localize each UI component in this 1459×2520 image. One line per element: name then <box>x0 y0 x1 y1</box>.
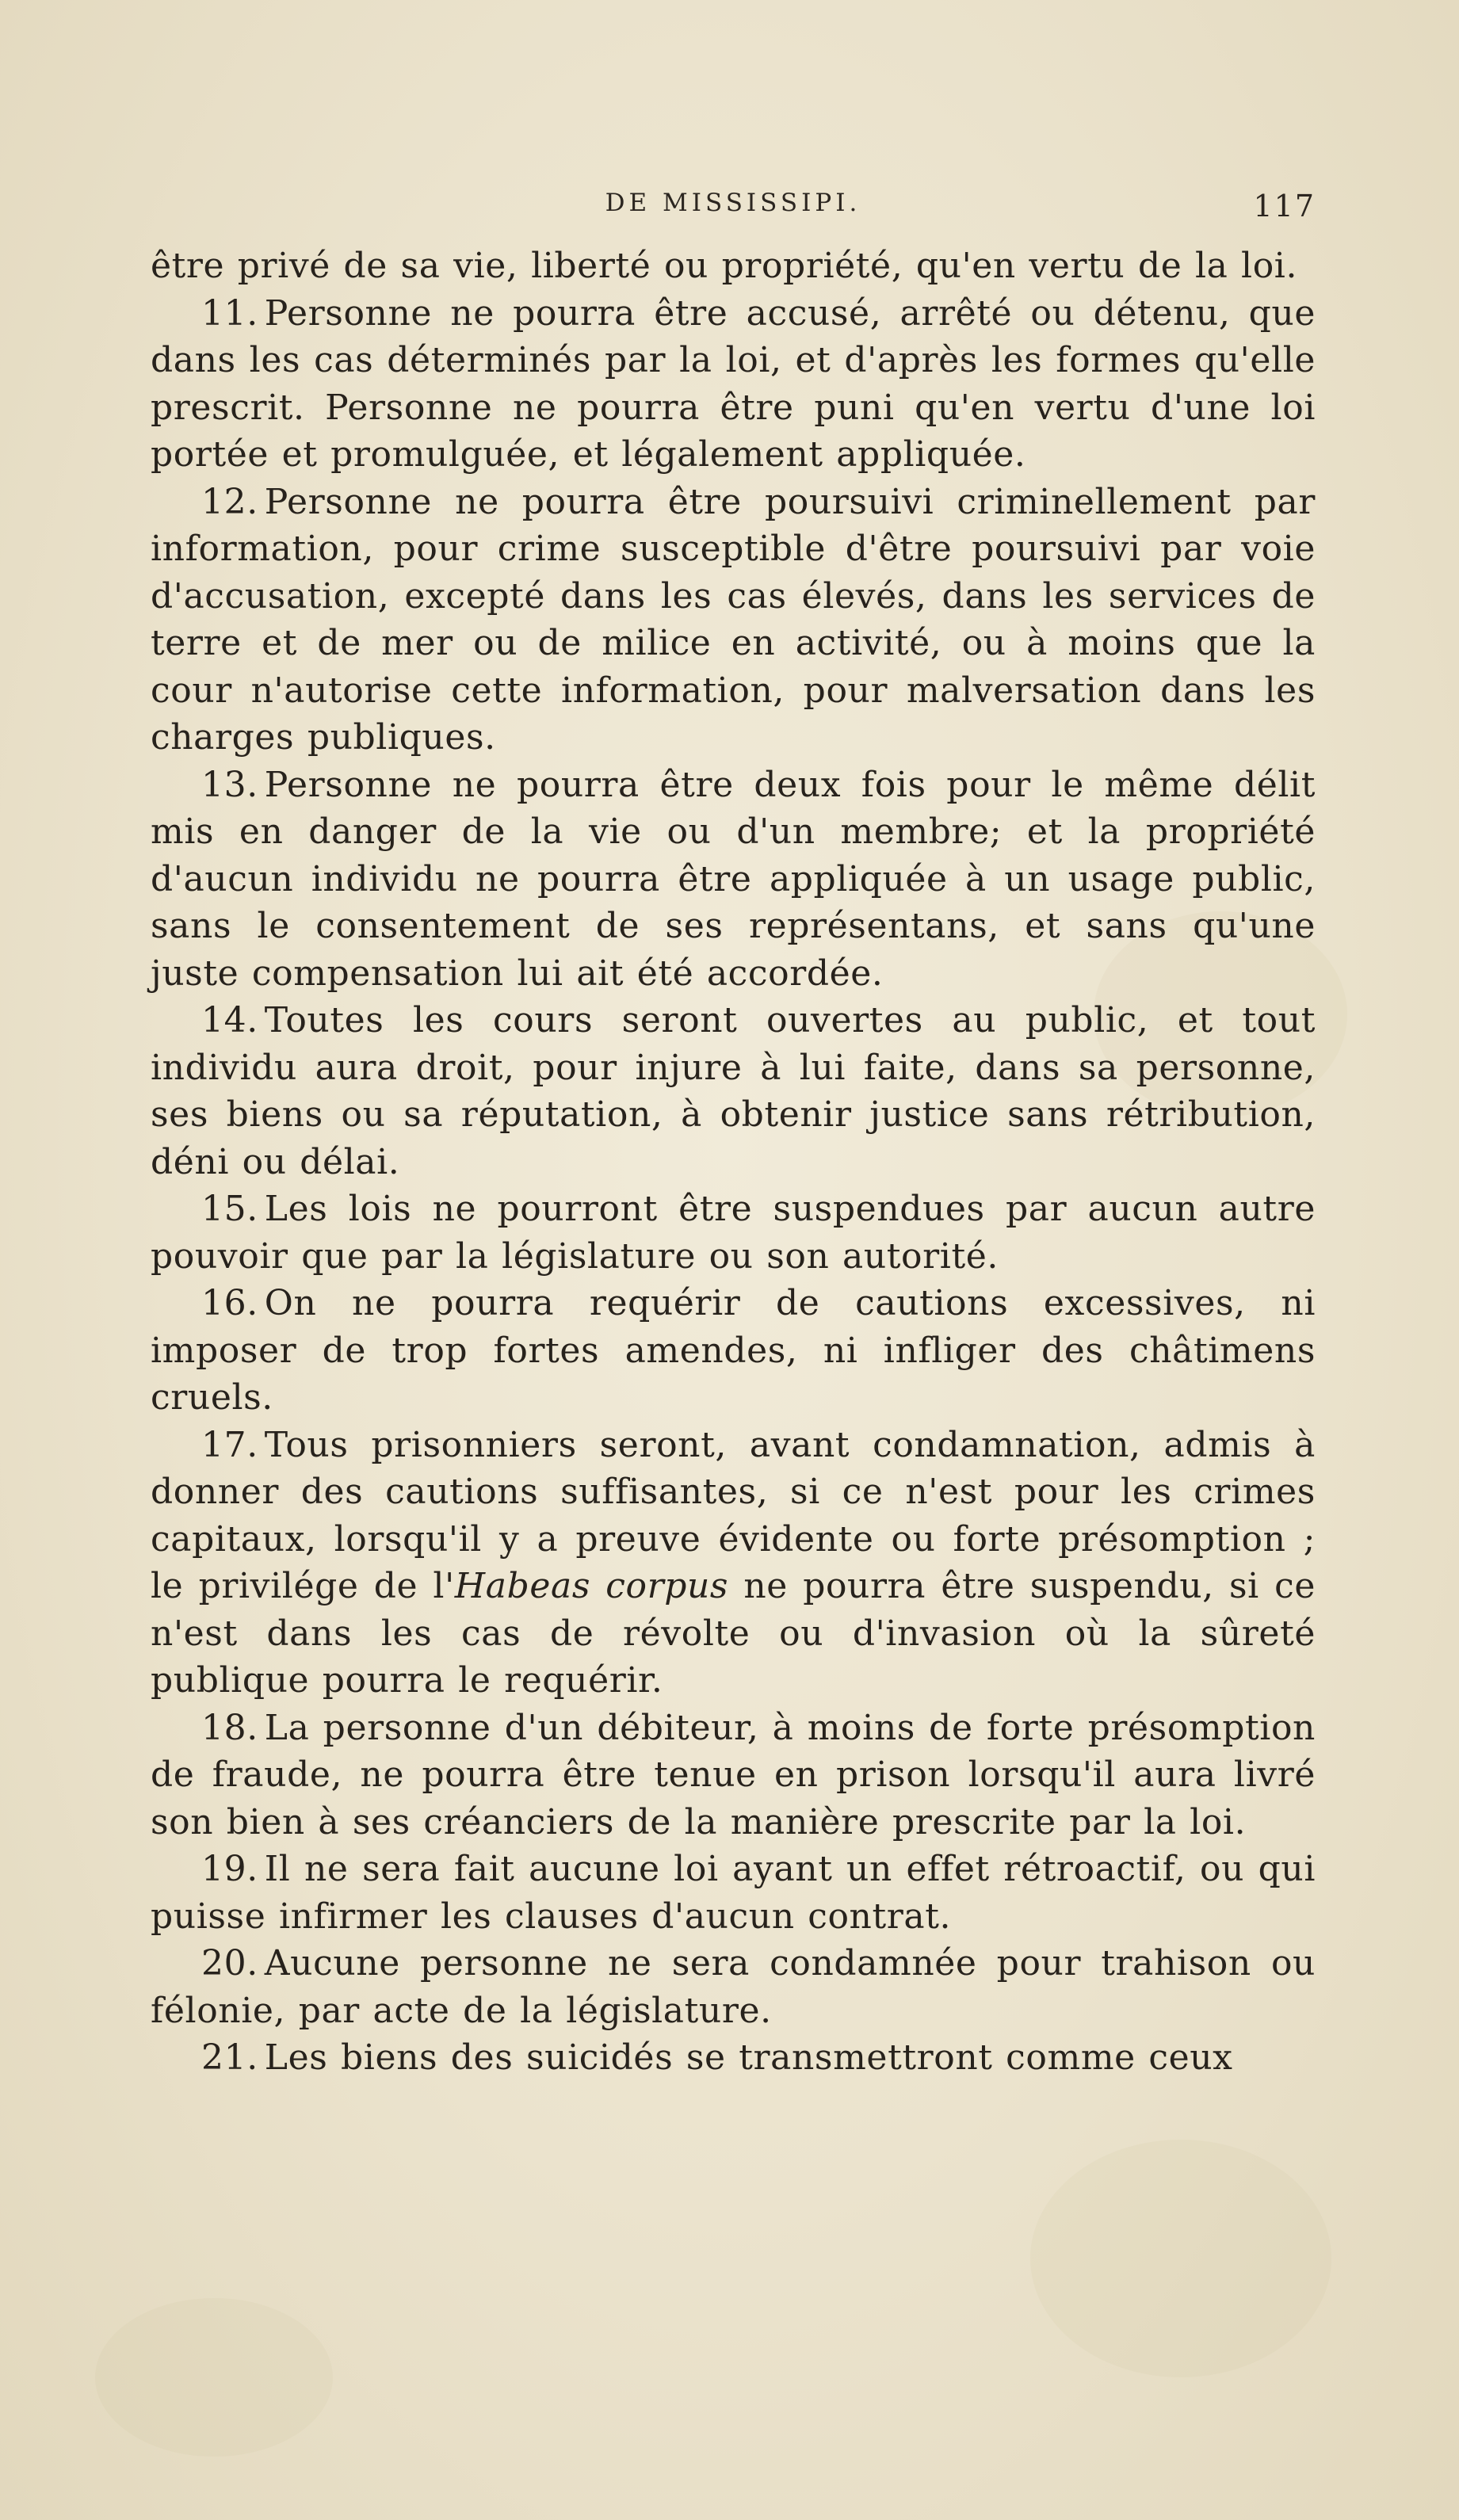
article-number: 12. <box>201 481 258 522</box>
article-20 <box>151 1940 1316 2034</box>
paper-stain <box>1030 2140 1331 2377</box>
article-text: Toutes les cours seront ouvertes au public, et tout individu aura droit, pour injure à lui faite, dans sa personne, ses biens ou sa réputation, à obtenir justice sans rétribution, déni ou délai. <box>151 1000 1316 1182</box>
page-number: 117 <box>1253 189 1316 223</box>
article-text: Les biens des suicidés se transmettront comme ceux <box>264 2037 1233 2078</box>
article-text: La personne d'un débiteur, à moins de forte présomption de fraude, ne pourra être tenue en prison lorsqu'il aura livré son bien à ses créanciers de la manière prescrite par la loi. <box>151 1707 1316 1842</box>
article-number: 18. <box>201 1707 258 1748</box>
body-text <box>151 242 1316 2082</box>
article-17 <box>151 1422 1316 1705</box>
article-12 <box>151 479 1316 762</box>
article-text: On ne pourra requérir de cautions excessives, ni imposer de trop fortes amendes, ni infliger des châtimens cruels. <box>151 1283 1316 1418</box>
article-number: 17. <box>201 1424 258 1465</box>
article-text-after: ne pourra être suspendu, si ce n'est dans les cas de révolte ou d'invasion où la sûreté publique pourra le requérir. <box>151 1566 1316 1701</box>
running-head <box>151 189 1316 236</box>
article-number: 11. <box>201 292 258 334</box>
opening-line: être privé de sa vie, liberté ou propriété, qu'en vertu de la loi. <box>151 246 1298 286</box>
article-text: Aucune personne ne sera condamnée pour trahison ou félonie, par acte de la législature. <box>151 1943 1316 2031</box>
article-number: 14. <box>201 1000 258 1040</box>
paper-stain <box>95 2298 333 2457</box>
article-19 <box>151 1846 1316 1940</box>
article-21 <box>151 2034 1316 2082</box>
article-18 <box>151 1705 1316 1846</box>
article-number: 16. <box>201 1283 258 1323</box>
article-text: Personne ne pourra être accusé, arrêté ou détenu, que dans les cas déterminés par la loi, et d'après les formes qu'elle prescrit. Personne ne pourra être puni qu'en vertu d'une loi portée et promulguée, et légalement appliquée. <box>151 292 1316 475</box>
article-text-before: Tous prisonniers seront, avant condamnation, admis à donner des cautions suffisantes, si ce n'est pour les crimes capitaux, lorsqu'il y a preuve évidente ou forte présomption ; le privilége de l' <box>151 1424 1316 1606</box>
article-text: Il ne sera fait aucune loi ayant un effet rétroactif, ou qui puisse infirmer les clauses d'aucun contrat. <box>151 1849 1316 1937</box>
article-14 <box>151 997 1316 1186</box>
article-13 <box>151 762 1316 998</box>
article-text: Personne ne pourra être deux fois pour le même délit mis en danger de la vie ou d'un membre; et la propriété d'aucun individu ne pourra être appliquée à un usage public, sans le consentement de ses représentans, et sans qu'une juste compensation lui ait été accordée. <box>151 764 1316 994</box>
article-number: 21. <box>201 2037 258 2078</box>
article-text: Personne ne pourra être poursuivi criminellement par information, pour crime susceptible d'être poursuivi par voie d'accusation, excepté dans les cas élevés, dans les services de terre et de mer ou de milice en activité, ou à moins que la cour n'autorise cette information, pour malversation dans les charges publiques. <box>151 481 1316 758</box>
article-16 <box>151 1280 1316 1422</box>
article-11 <box>151 290 1316 479</box>
article-number: 13. <box>201 764 258 805</box>
article-number: 20. <box>201 1943 258 1984</box>
article-number: 15. <box>201 1189 258 1229</box>
article-text: Les lois ne pourront être suspendues par aucun autre pouvoir que par la législature ou son autorité. <box>151 1189 1316 1277</box>
habeas-corpus-term: Habeas corpus <box>454 1566 729 1606</box>
article-number: 19. <box>201 1849 258 1889</box>
running-title: DE MISSISSIPI. <box>605 189 861 217</box>
article-15 <box>151 1186 1316 1280</box>
